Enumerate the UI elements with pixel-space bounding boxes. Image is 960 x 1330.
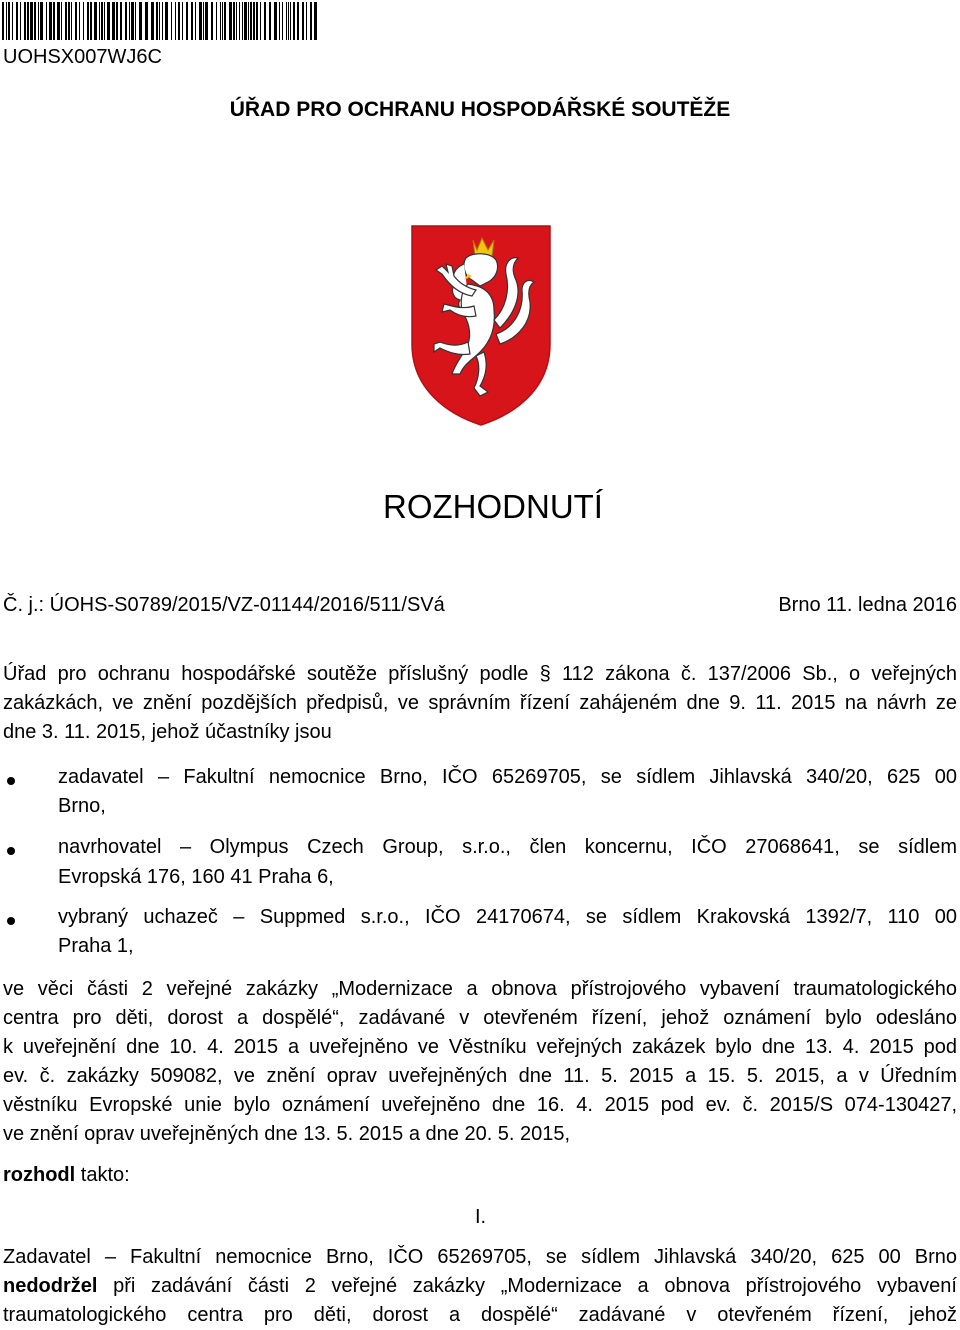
barcode-bar	[90, 2, 92, 40]
decision-line-2-rest: při zadávání části 2 veřejné zakázky „Modernizace a obnova přístrojového vybavení	[97, 1275, 957, 1297]
barcode-bar	[71, 2, 72, 40]
barcode-bar	[220, 2, 221, 40]
barcode-bar	[24, 2, 26, 40]
barcode-bar	[99, 2, 100, 40]
barcode-bar	[53, 2, 55, 40]
intro-line-3: dne 3. 11. 2015, jehož účastníky jsou	[3, 721, 332, 743]
barcode-bar	[205, 2, 208, 40]
barcode-bar	[34, 2, 36, 40]
bullet-icon	[7, 847, 15, 855]
barcode-bar	[30, 2, 33, 40]
barcode-bar	[65, 2, 67, 40]
barcode-bar	[101, 2, 103, 40]
barcode-bar	[145, 2, 148, 40]
barcode-bar	[306, 2, 307, 40]
barcode-bar	[233, 2, 235, 40]
barcode-bar	[151, 2, 154, 40]
barcode-bar	[129, 2, 130, 40]
barcode-bar	[112, 2, 115, 40]
barcode-bar	[288, 2, 289, 40]
barcode-bar	[120, 2, 122, 40]
barcode-bar	[293, 2, 295, 40]
barcode-bar	[253, 2, 255, 40]
barcode-bar	[269, 2, 271, 40]
barcode-bar	[38, 2, 39, 40]
participant-1-line-2: Brno,	[58, 795, 106, 817]
barcode-bar	[171, 2, 172, 40]
barcode-bar	[139, 2, 142, 40]
barcode-icon	[2, 2, 320, 40]
barcode-bar	[229, 2, 232, 40]
barcode-bar	[8, 2, 10, 40]
decision-line-2	[3, 1275, 957, 1298]
barcode-bar	[61, 2, 62, 40]
participant-1-line-1: zadavatel – Fakultní nemocnice Brno, IČO 65269705, se sídlem Jihlavská 340/20, 625 00	[58, 766, 957, 788]
barcode-bar	[199, 2, 202, 40]
matter-line-5: věstníku Evropské unie bylo oznámení uveřejněno dne 16. 4. 2015 pod ev. č. 2015/S 074-130427,	[3, 1094, 957, 1116]
barcode-bar	[68, 2, 70, 40]
barcode-bar	[46, 2, 47, 40]
matter-line-4: ev. č. zakázky 509082, ve znění oprav uveřejněných dne 11. 5. 2015 a 15. 5. 2015, a v Úředním	[3, 1065, 957, 1087]
barcode-bar	[191, 2, 193, 40]
barcode-bar	[239, 2, 240, 40]
barcode-bar	[156, 2, 158, 40]
czech-lion-emblem-icon	[410, 224, 552, 427]
barcode-bar	[182, 2, 183, 40]
barcode-bar	[94, 2, 97, 40]
barcode-bar	[2, 2, 4, 40]
barcode-bar	[87, 2, 89, 40]
barcode-bar	[260, 2, 261, 40]
barcode-bar	[104, 2, 105, 40]
barcode-bar	[131, 2, 134, 40]
barcode-bar	[290, 2, 291, 40]
barcode-bar	[186, 2, 188, 40]
barcode-bar	[178, 2, 180, 40]
participant-2-line-1: navrhovatel – Olympus Czech Group, s.r.o., člen koncernu, IČO 27068641, se sídlem	[58, 836, 957, 858]
participant-3-line-2: Praha 1,	[58, 935, 134, 957]
barcode-bar	[79, 2, 80, 40]
barcode-bar	[222, 2, 223, 40]
barcode-bar	[107, 2, 110, 40]
barcode-bar	[224, 2, 226, 40]
barcode-bar	[286, 2, 287, 40]
barcode-bar	[248, 2, 249, 40]
barcode-bar	[175, 2, 176, 40]
barcode-bar	[282, 2, 283, 40]
barcode-bar	[195, 2, 196, 40]
matter-line-2: centra pro děti, dorost a dospělé“, zadávané v otevřeném řízení, jehož oznámení bylo odesláno	[3, 1007, 957, 1029]
section-number: I.	[475, 1206, 487, 1228]
intro-line-1: Úřad pro ochranu hospodářské soutěže příslušný podle § 112 zákona č. 137/2006 Sb., o veřejných	[3, 663, 957, 685]
bullet-icon	[7, 777, 15, 785]
decision-bold: nedodržel	[3, 1275, 98, 1297]
barcode-bar	[116, 2, 118, 40]
matter-line-3: k uveřejnění dne 10. 4. 2015 a uveřejněno ve Věstníku veřejných zakázek bylo dne 13. 4. 2015 pod	[3, 1036, 957, 1058]
barcode-bar	[162, 2, 163, 40]
decision-line-3: traumatologického centra pro děti, dorost a dospělé“ zadávané v otevřeném řízení, jehož	[3, 1304, 957, 1326]
barcode-bar	[256, 2, 258, 40]
barcode-bar	[20, 2, 21, 40]
barcode-bar	[27, 2, 29, 40]
matter-line-1: ve věci části 2 veřejné zakázky „Modernizace a obnova přístrojového vybavení traumatologického	[3, 978, 957, 1000]
barcode-bar	[159, 2, 160, 40]
barcode-bar	[310, 2, 312, 40]
barcode-bar	[250, 2, 252, 40]
place-date: Brno 11. ledna 2016	[778, 594, 957, 616]
barcode-bar	[16, 2, 18, 40]
authority-heading: ÚŘAD PRO OCHRANU HOSPODÁŘSKÉ SOUTĚŽE	[229, 98, 731, 121]
barcode-bar	[83, 2, 84, 40]
bullet-icon	[7, 917, 15, 925]
barcode-bar	[216, 2, 217, 40]
case-number: Č. j.: ÚOHS-S0789/2015/VZ-01144/2016/511/SVá	[3, 594, 445, 616]
participant-3-line-1: vybraný uchazeč – Suppmed s.r.o., IČO 24170674, se sídlem Krakovská 1392/7, 110 00	[58, 906, 957, 928]
barcode-bar	[211, 2, 213, 40]
barcode-bar	[49, 2, 52, 40]
decided-line	[3, 1164, 130, 1187]
barcode-bar	[12, 2, 13, 40]
barcode-bar	[135, 2, 136, 40]
barcode-bar	[236, 2, 237, 40]
barcode-bar	[302, 2, 304, 40]
intro-line-2: zakázkách, ve znění pozdějších předpisů, ve správním řízení zahájeném dne 9. 11. 2015 na návrh ze	[3, 692, 957, 714]
document-id: UOHSX007WJ6C	[3, 46, 162, 68]
participant-2-line-2: Evropská 176, 160 41 Praha 6,	[58, 866, 334, 888]
barcode-bar	[244, 2, 247, 40]
document-title: ROZHODNUTÍ	[383, 488, 603, 525]
barcode-bar	[274, 2, 277, 40]
decision-line-1: Zadavatel – Fakultní nemocnice Brno, IČO 65269705, se sídlem Jihlavská 340/20, 625 00 Brno	[3, 1246, 957, 1268]
barcode-bar	[242, 2, 243, 40]
barcode-bar	[125, 2, 127, 40]
barcode-bar	[264, 2, 266, 40]
barcode-bar	[75, 2, 77, 40]
matter-line-6: ve znění oprav uveřejněných dne 13. 5. 2015 a dne 20. 5. 2015,	[3, 1123, 571, 1145]
barcode-bar	[165, 2, 168, 40]
decided-rest: takto:	[75, 1164, 130, 1186]
barcode-bar	[297, 2, 299, 40]
barcode-bar	[6, 2, 7, 40]
barcode-bar	[279, 2, 280, 40]
barcode-bar	[40, 2, 43, 40]
barcode-bar	[203, 2, 204, 40]
decided-bold: rozhodl	[3, 1164, 76, 1186]
barcode-bar	[57, 2, 60, 40]
barcode-bar	[314, 2, 317, 40]
